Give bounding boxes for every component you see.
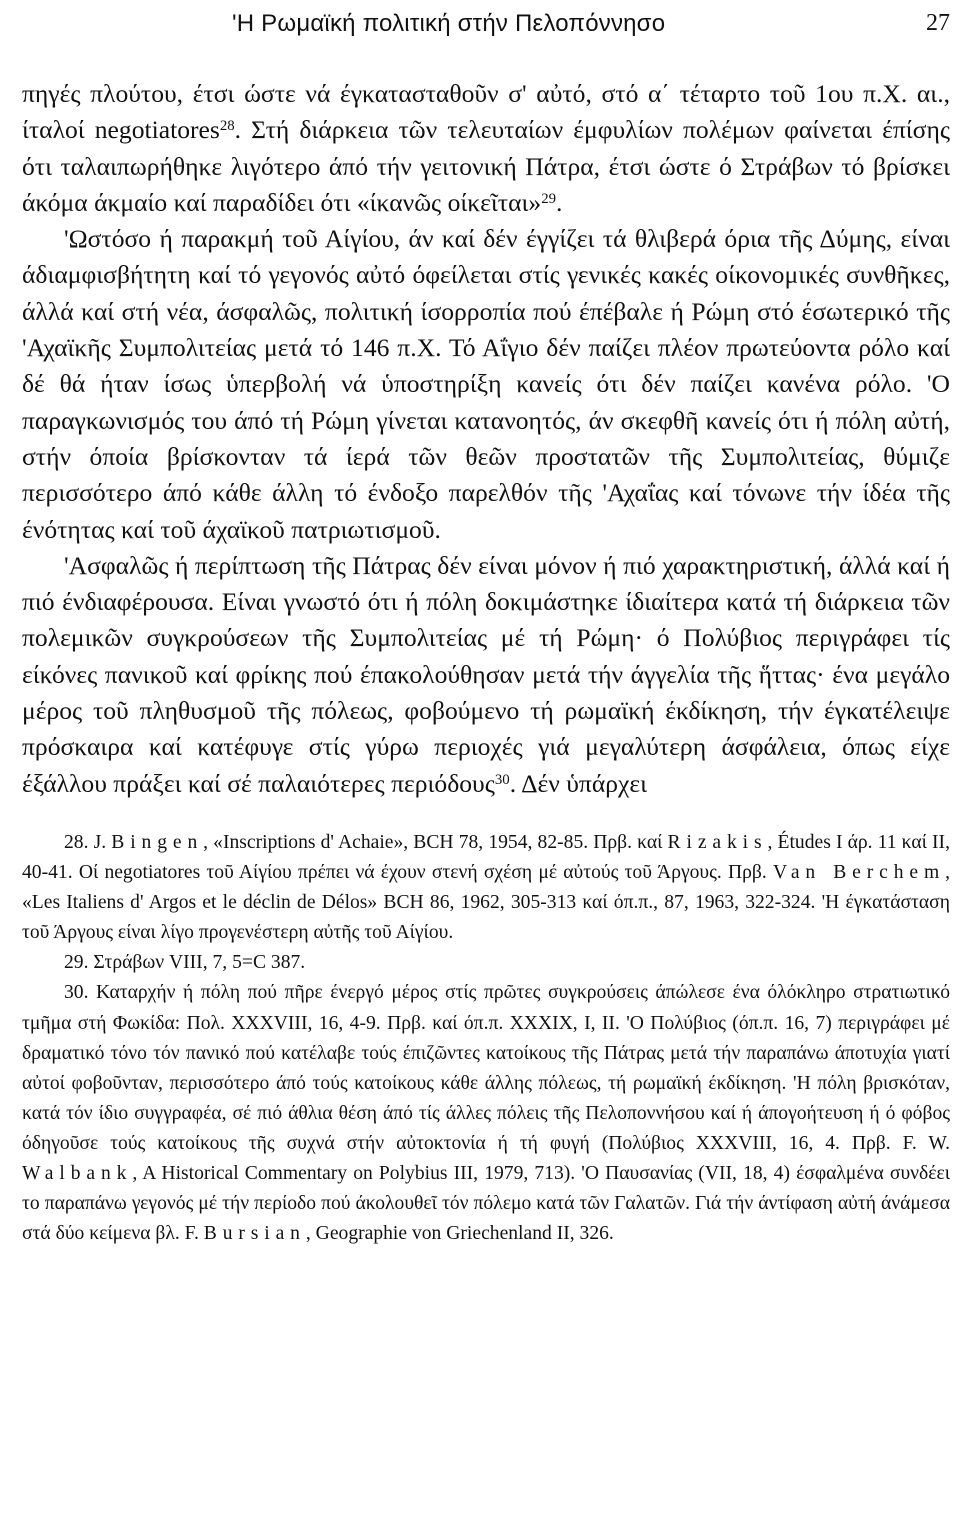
document-page [22, 0, 950, 1249]
footnote-ref-28[interactable]: 28 [219, 118, 235, 135]
paragraph-3 [22, 548, 950, 802]
main-text [22, 76, 950, 802]
paragraph-3-text-b: . Δέν ὑπάρχει [509, 768, 648, 798]
paragraph-1-text-b: . Στή διάρκεια τῶν τελευταίων έμφυλίων πολέμων φαίνεται έπίσης ότι ταλαιπωρήθηκε λιγότερο άπό τήν γειτονική Πάτρα, έτσι ώστε ό Στράβων τό βρίσκει άκόμα άκμαίο καί παραδίδει ότι «ίκανῶς οίκεῖται» [22, 115, 950, 217]
author-name: Bingen [111, 831, 204, 853]
paragraph-3-text-a: 'Ασφαλῶς ή περίπτωση τῆς Πάτρας δέν είναι μόνον ή πιό χαρακτηριστική, άλλά καί ή πιό ένδιαφέρουσα. Είναι γνωστό ότι ή πόλη δοκιμάστηκε ίδιαίτερα κατά τή διάρκεια τῶν πολεμικῶν συγκρούσεων τῆς Συμπολιτείας μέ τή Ρώμη· ό Πολύβιος περιγράφει τίς είκόνες πανικοῦ καί φρίκης πού έπακολούθησαν μετά τήν άγγελία τῆς ἥττας· ένα μεγάλο μέρος τοῦ πληθυσμοῦ τῆς πόλεως, φοβούμενο τή ρωμαϊκή έκδίκηση, τήν έγκατέλειψε πρόσκαιρα καί κατέφυγε στίς γύρω περιοχές γιά μεγαλύτερη άσφάλεια, όπως είχε έξάλλου πράξει καί σέ παλαιότερες περιόδους [22, 550, 950, 798]
author-name: Bursian [203, 1223, 306, 1245]
footnote-30-text-b: , A Historical Commentary on Polybius III, 1979, 713). 'Ο Παυσανίας (VII, 18, 4) έσφαλμένα συνδέει το παραπάνω γεγονός μέ τήν περίοδο πού άκολουθεῖ τόν πόλεμο κατά τῶν Γαλατῶν. Γιά τήν άντίφαση αὐτή άνάμεσα στά δύο κείμενα βλ. F. [22, 1162, 950, 1245]
paragraph-1-text-c: . [556, 187, 563, 217]
paragraph-1 [22, 76, 950, 221]
paragraph-1-text-a: πηγές πλούτου, έτσι ώστε νά έγκατασταθοῦν σ' αὐτό, στό α΄ τέταρτο τοῦ 1ου π.Χ. αι., ίταλοί negotiatores [22, 79, 950, 145]
footnote-28-text-a: 28. J. [64, 831, 112, 853]
author-name: Van Berchem [773, 862, 946, 884]
footnote-ref-30[interactable]: 30 [494, 771, 510, 788]
footnote-28-text-c: , Études I άρ. 11 καί II, 40-41. Οί negotiatores τοῦ Αίγίου πρέπει νά έχουν στενή σχέση μέ αὐτούς τοῦ Άργους. Πρβ. [22, 831, 950, 884]
page-header [22, 4, 950, 48]
footnote-30 [22, 978, 950, 1249]
footnotes-section [22, 828, 950, 1249]
footnote-30-text-c: , Geographie von Griechenland II, 326. [305, 1223, 614, 1245]
paragraph-2: 'Ωστόσο ή παρακμή τοῦ Αίγίου, άν καί δέν έγγίζει τά θλιβερά όρια τῆς Δύμης, είναι άδιαμφισβήτητη καί τό γεγονός αὐτό όφείλεται στίς γενικές κακές οίκονομικές συνθῆκες, άλλά καί στή νέα, άσφαλῶς, πολιτική ίσορροπία πού έπέβαλε ή Ρώμη στό έσωτερικό τῆς 'Αχαϊκῆς Συμπολιτείας μετά τό 146 π.Χ. Τό Αΐγιο δέν παίζει πλέον πρωτεύοντα ρόλο καί δέ θά ήταν ίσως ὑπερβολή νά ὑποστηρίξη κανείς ότι δέν παίζει κανένα ρόλο. 'Ο παραγκωνισμός του άπό τή Ρώμη γίνεται κατανοητός, άν σκεφθῆ κανείς ότι ή πόλη αὐτή, στήν όποία βρίσκονταν τά ίερά τῶν θεῶν προστατῶν τῆς Συμπολιτείας, θύμιζε περισσότερο άπό κάθε άλλη τό ένδοξο παρελθόν τῆς 'Αχαΐας καί τόνωνε τήν ίδέα τῆς ένότητας καί τοῦ άχαϊκοῦ πατριωτισμοῦ. [22, 224, 950, 544]
footnote-28-text-d: , «Les Italiens d' Argos et le déclin de Délos» BCH 86, 1962, 305-313 καί όπ.π., 87, 1963, 322-324. 'Η έγκατάσταση τοῦ Άργους είναι λίγο προγενέστερη αὐτῆς τοῦ Αίγίου. [22, 862, 950, 944]
page-number: 27 [926, 10, 950, 36]
footnote-28 [22, 828, 950, 948]
footnote-29: 29. Στράβων VIII, 7, 5=C 387. [64, 952, 306, 974]
author-name: Walbank [22, 1162, 133, 1184]
footnote-28-text-b: , «Inscriptions d' Achaie», BCH 78, 1954, 82-85. Πρβ. καί [203, 831, 668, 853]
running-title: 'Η Ρωμαϊκή πολιτική στήν Πελοπόννησο [232, 10, 666, 37]
author-name: Rizakis [667, 831, 768, 853]
footnote-ref-29[interactable]: 29 [541, 190, 557, 207]
footnote-30-text-a: 30. Καταρχήν ή πόλη πού πῆρε ένεργό μέρος στίς πρῶτες συγκρούσεις άπώλεσε ένα όλόκληρο στρατιωτικό τμῆμα στή Φωκίδα: Πολ. XXXVIII, 16, 4-9. Πρβ. καί όπ.π. XXXIX, I, II. 'Ο Πολύβιος (όπ.π. 16, 7) περιγράφει μέ δραματικό τόνο τόν πανικό πού κατέλαβε τούς έπιζῶντες κατοίκους τῆς Πάτρας μετά τήν παραπάνω άποτυχία γιατί αὐτοί φοβοῦνταν, περισσότερο άπό τούς κατοίκους κάθε άλλης πόλεως, τή ρωμαϊκή έκδίκηση. 'Η πόλη βρισκόταν, κατά τόν ίδιο συγγραφέα, σέ πιό άθλια θέση άπό τίς άλλες πόλεις τῆς Πελοποννήσου καί ή άπογοήτευση ή ό φόβος όδηγοῦσε τούς κατοίκους τῆς συχνά στήν αὐτοκτονία ή τή φυγή (Πολύβιος XXXVIII, 16, 4. Πρβ. F. W. [22, 982, 950, 1154]
